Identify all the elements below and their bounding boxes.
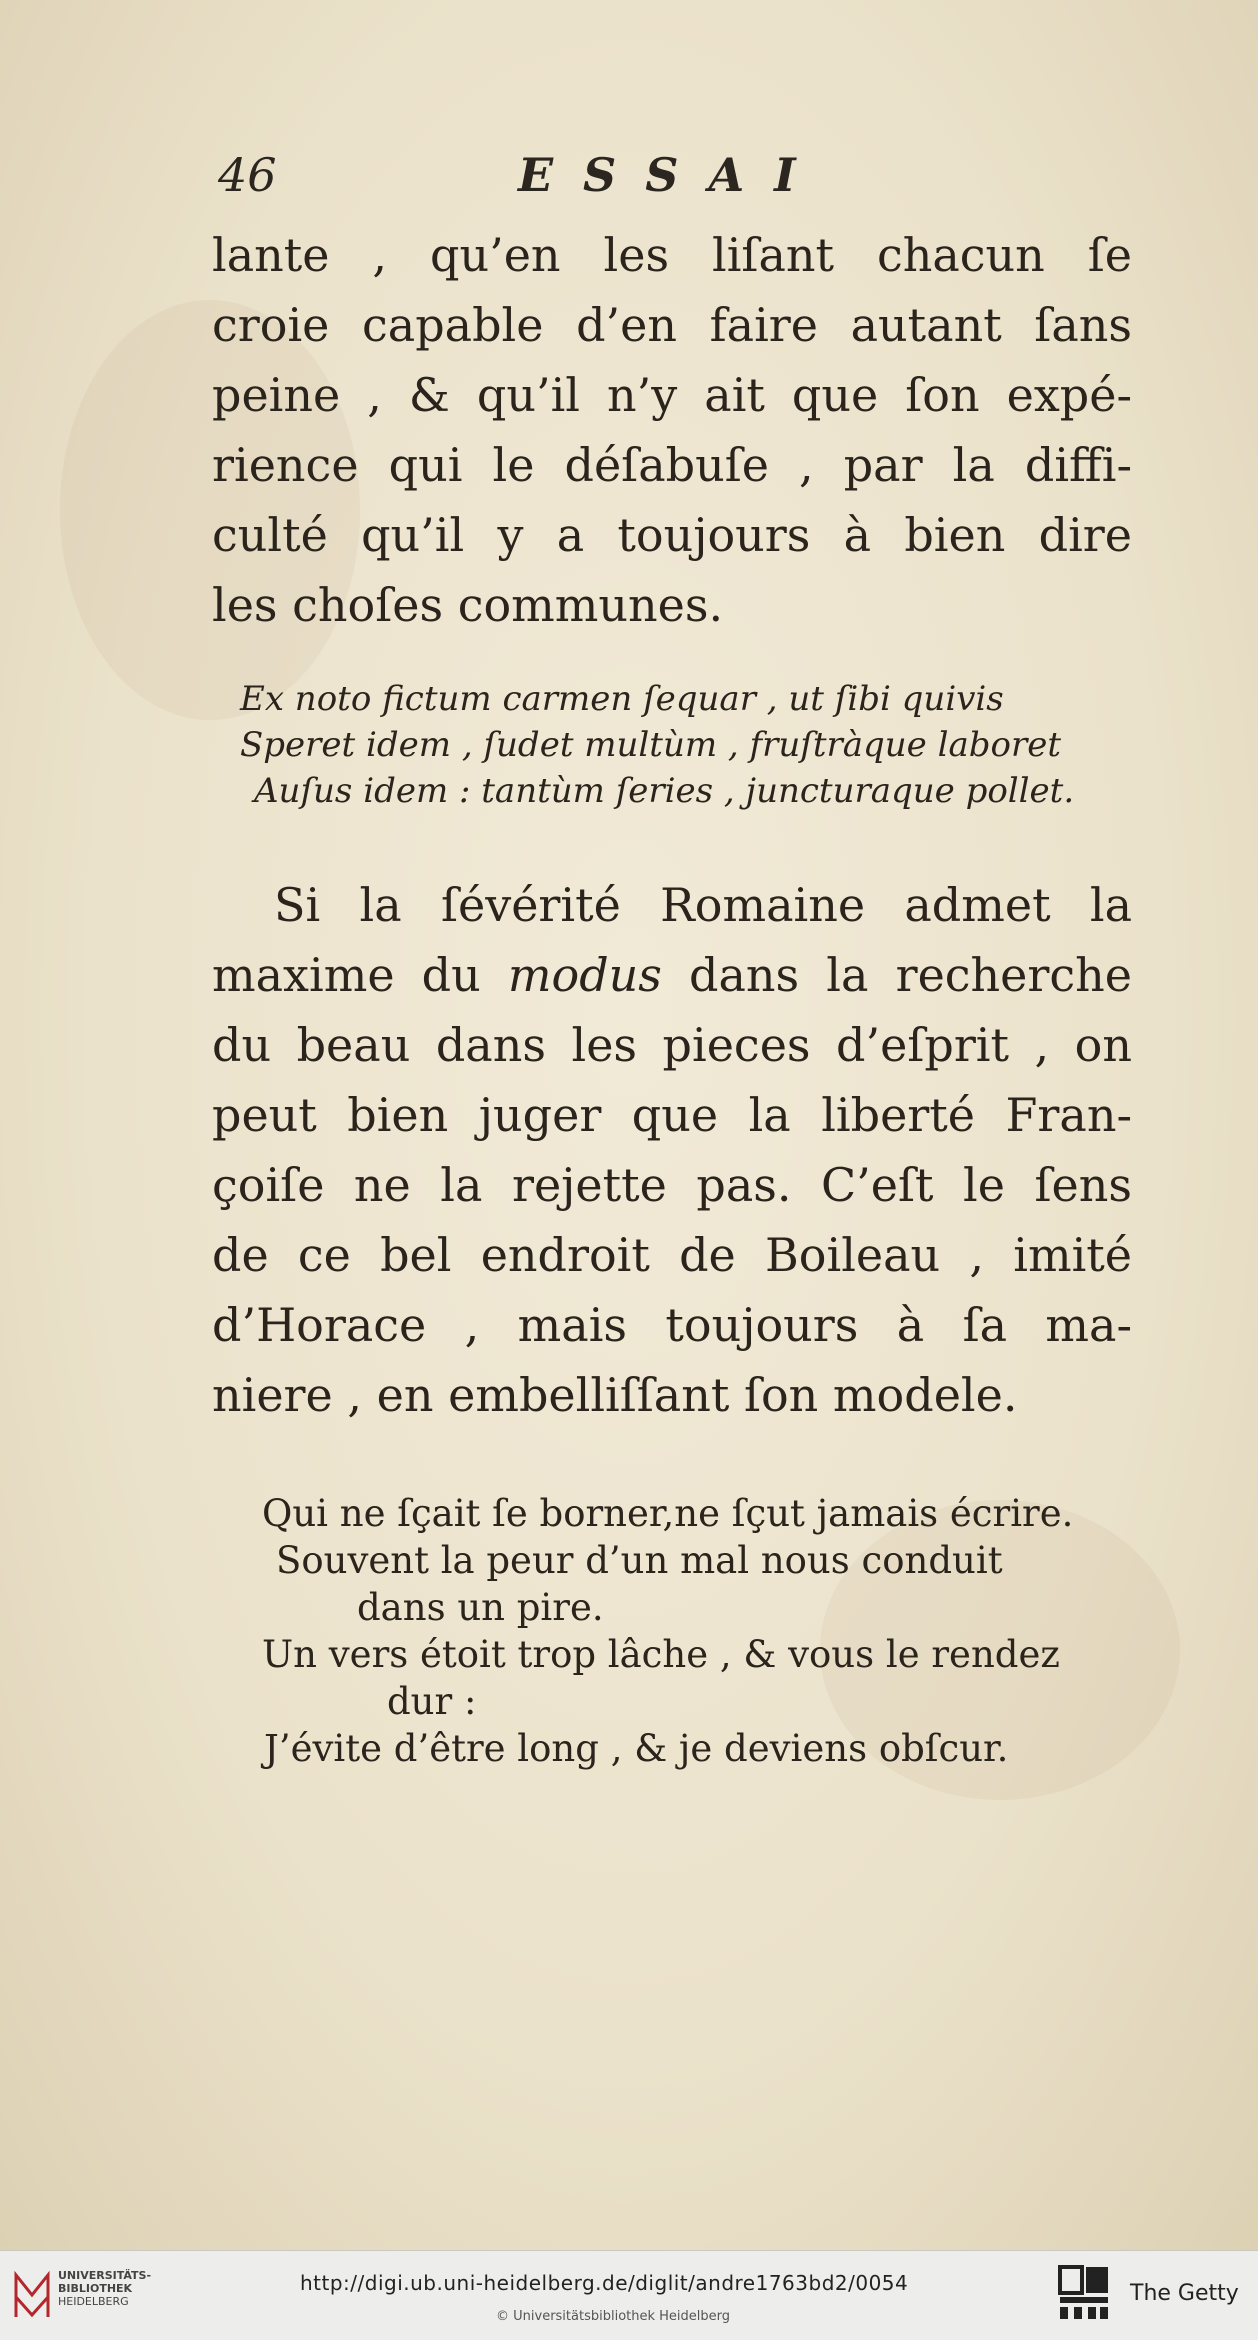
permalink-url[interactable]: http://digi.ub.uni-heidelberg.de/diglit/andre1763bd2/0054 xyxy=(300,2271,909,2295)
verse-line: dur : xyxy=(387,1680,477,1723)
university-library-logo-icon xyxy=(12,2267,52,2321)
text-line: les choſes communes. xyxy=(212,578,724,632)
text-line: niere , en embelliſſant ſon modele. xyxy=(212,1368,1018,1422)
text-line: Si la ſévérité Romaine admet la xyxy=(274,878,1132,932)
verse-quotation xyxy=(262,1490,1132,1772)
italic-word: modus xyxy=(507,948,662,1002)
text-line: rience qui le déſabuſe , par la diffi- xyxy=(212,438,1132,492)
text-line: du beau dans les pieces d’eſprit , on xyxy=(212,1018,1132,1072)
text-line: çoiſe ne la rejette pas. C’eſt le ſens xyxy=(212,1158,1132,1212)
quote-line: Ex noto fictum carmen ſequar , ut ſibi quivis xyxy=(240,679,1004,719)
verse-line: dans un pire. xyxy=(357,1586,604,1629)
text-line: lante , qu’en les liſant chacun ſe xyxy=(212,228,1132,282)
verse-line: Un vers étoit trop lâche , & vous le rendez xyxy=(262,1633,1060,1676)
paragraph-2 xyxy=(212,870,1132,1430)
verse-line: Souvent la peur d’un mal nous conduit xyxy=(276,1539,1003,1582)
quote-line: Speret idem , ſudet multùm , fruſtràque laboret xyxy=(240,725,1062,765)
quote-line: Auſus idem : tantùm ſeries , juncturaque pollet. xyxy=(254,771,1075,811)
verse-line: J’évite d’être long , & je deviens obſcur. xyxy=(264,1727,1009,1770)
latin-quotation xyxy=(240,676,1120,814)
page-header xyxy=(218,148,1058,208)
partner-name: The Getty xyxy=(1130,2281,1239,2306)
viewer-footer xyxy=(0,2250,1258,2340)
paragraph-1 xyxy=(212,220,1132,640)
text-line: peut bien juger que la liberté Fran- xyxy=(212,1088,1132,1142)
text-line: culté qu’il y a toujours à bien dire xyxy=(212,508,1132,562)
copyright-notice: © Universitätsbibliothek Heidelberg xyxy=(496,2309,731,2324)
text-line: maxime du modus dans la recherche xyxy=(212,948,1133,1002)
text-line: d’Horace , mais toujours à ſa ma- xyxy=(212,1298,1132,1352)
library-name: UNIVERSITÄTS- BIBLIOTHEK HEIDELBERG xyxy=(58,2269,152,2308)
text-line: de ce bel endroit de Boileau , imité xyxy=(212,1228,1132,1282)
page-number: 46 xyxy=(218,148,277,202)
text-line: peine , & qu’il n’y ait que ſon expé- xyxy=(212,368,1132,422)
running-title: ESSAI xyxy=(518,148,826,202)
verse-line: Qui ne ſçait ſe borner,ne ſçut jamais écrire. xyxy=(262,1492,1074,1535)
text-line: croie capable d’en faire autant ſans xyxy=(212,298,1132,352)
getty-logo-icon xyxy=(1058,2265,1110,2321)
